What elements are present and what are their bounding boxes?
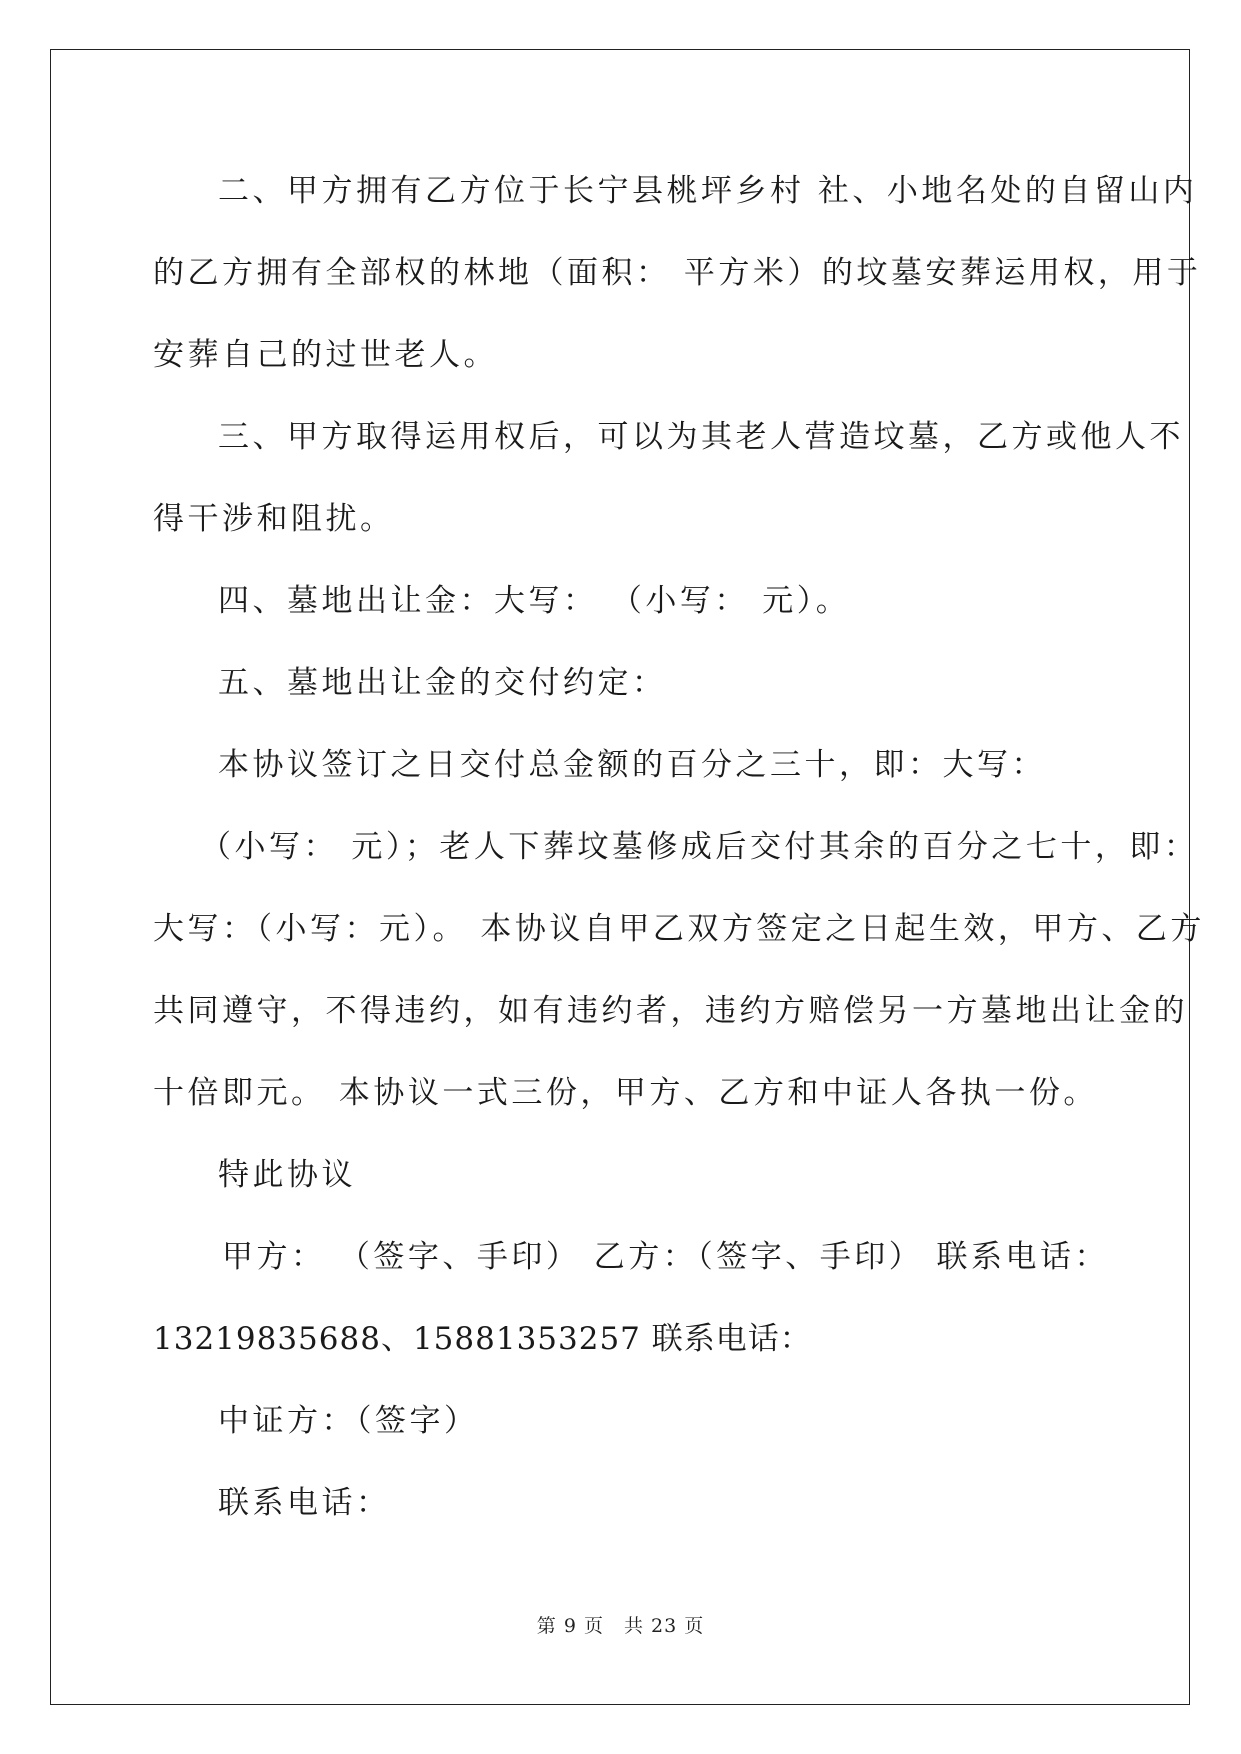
page-number-total: 共 23 页 (623, 1615, 705, 1637)
page-footer (0, 1614, 1241, 1638)
paragraph-line-12: 十倍即元。 本协议一式三份，甲方、乙方和中证人各执一份。 (153, 1075, 1098, 1111)
signature-line-parties: 甲方： （签字、手印） 乙方：（签字、手印） 联系电话： (222, 1239, 1110, 1275)
paragraph-line-5: 得干涉和阻扰。 (153, 501, 395, 537)
paragraph-line-4: 三、甲方取得运用权后，可以为其老人营造坟墓，乙方或他人不 (218, 419, 1184, 455)
paragraph-line-9: （小写： 元）；老人下葬坟墓修成后交付其余的百分之七十，即： (200, 829, 1199, 865)
page-number-current: 第 9 页 (536, 1615, 604, 1637)
page-border (50, 49, 1190, 1705)
paragraph-line-6: 四、墓地出让金：大写： （小写： 元）。 (218, 583, 851, 619)
paragraph-line-2: 的乙方拥有全部权的林地（面积： 平方米）的坟墓安葬运用权，用于 (153, 255, 1202, 291)
signature-line-witness: 中证方：（签字） (218, 1403, 479, 1439)
paragraph-line-11: 共同遵守，不得违约，如有违约者，违约方赔偿另一方墓地出让金的 (153, 993, 1188, 1029)
paragraph-line-1: 二、甲方拥有乙方位于长宁县桃坪乡村 社、小地名处的自留山内 (218, 173, 1198, 209)
contact-phone-line: 联系电话： (218, 1485, 391, 1521)
paragraph-line-8: 本协议签订之日交付总金额的百分之三十，即：大写： (218, 747, 1046, 783)
paragraph-line-3: 安葬自己的过世老人。 (153, 337, 498, 373)
phone-numbers-line: 13219835688、15881353257 联系电话： (153, 1321, 812, 1357)
closing-phrase: 特此协议 (218, 1157, 356, 1193)
paragraph-line-10: 大写：（小写：元）。 本协议自甲乙双方签定之日起生效，甲方、乙方 (153, 911, 1205, 947)
paragraph-line-7: 五、墓地出让金的交付约定： (218, 665, 667, 701)
